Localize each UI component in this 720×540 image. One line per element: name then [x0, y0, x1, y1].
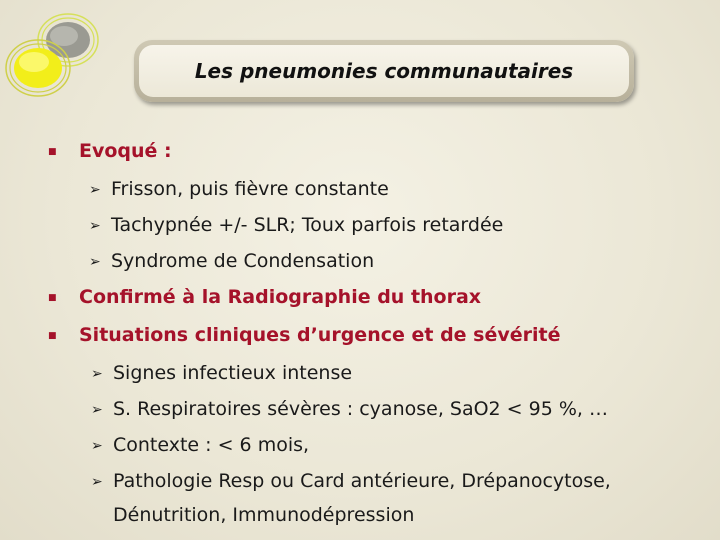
arrow-bullet-icon: ➢ — [89, 182, 101, 198]
list-item-continuation: Dénutrition, Immunodépression — [113, 504, 415, 526]
square-bullet-icon: ■ — [48, 147, 57, 157]
list-item-text: Confirmé à la Radiographie du thorax — [79, 286, 482, 308]
title-box — [134, 40, 634, 102]
arrow-bullet-icon: ➢ — [91, 366, 103, 382]
arrow-bullet-icon: ➢ — [89, 218, 101, 234]
list-item-text: Contexte : < 6 mois, — [113, 434, 310, 456]
list-item-text: Situations cliniques d’urgence et de sévérité — [79, 324, 561, 346]
list-item — [48, 464, 708, 500]
list-item-text: Pathologie Resp ou Card antérieure, Drépanocytose, — [113, 470, 611, 492]
arrow-bullet-icon: ➢ — [91, 402, 103, 418]
arrow-bullet-icon: ➢ — [89, 254, 101, 270]
arrow-bullet-icon: ➢ — [91, 474, 103, 490]
list-item — [48, 392, 708, 428]
list-item — [48, 428, 708, 464]
arrow-bullet-icon: ➢ — [91, 438, 103, 454]
list-item-text: Tachypnée +/- SLR; Toux parfois retardée — [111, 214, 504, 236]
yellow-disc-icon — [6, 40, 70, 96]
list-item — [48, 172, 708, 208]
list-item-text: Signes infectieux intense — [113, 362, 353, 384]
list-item — [48, 134, 708, 172]
square-bullet-icon: ■ — [48, 293, 57, 303]
list-item-text: Frisson, puis fièvre constante — [111, 178, 389, 200]
page-title: Les pneumonies communautaires — [194, 59, 574, 83]
list-item — [48, 244, 708, 280]
list-item — [48, 318, 708, 356]
list-item — [48, 356, 708, 392]
list-item — [48, 208, 708, 244]
list-item-text: Syndrome de Condensation — [111, 250, 375, 272]
decorative-discs — [0, 0, 110, 100]
list-item-text: S. Respiratoires sévères : cyanose, SaO2 < 95 %, … — [113, 398, 608, 420]
square-bullet-icon: ■ — [48, 331, 57, 341]
list-item — [48, 280, 708, 318]
bullet-list — [48, 134, 708, 530]
list-item-text: Evoqué : — [79, 140, 172, 162]
